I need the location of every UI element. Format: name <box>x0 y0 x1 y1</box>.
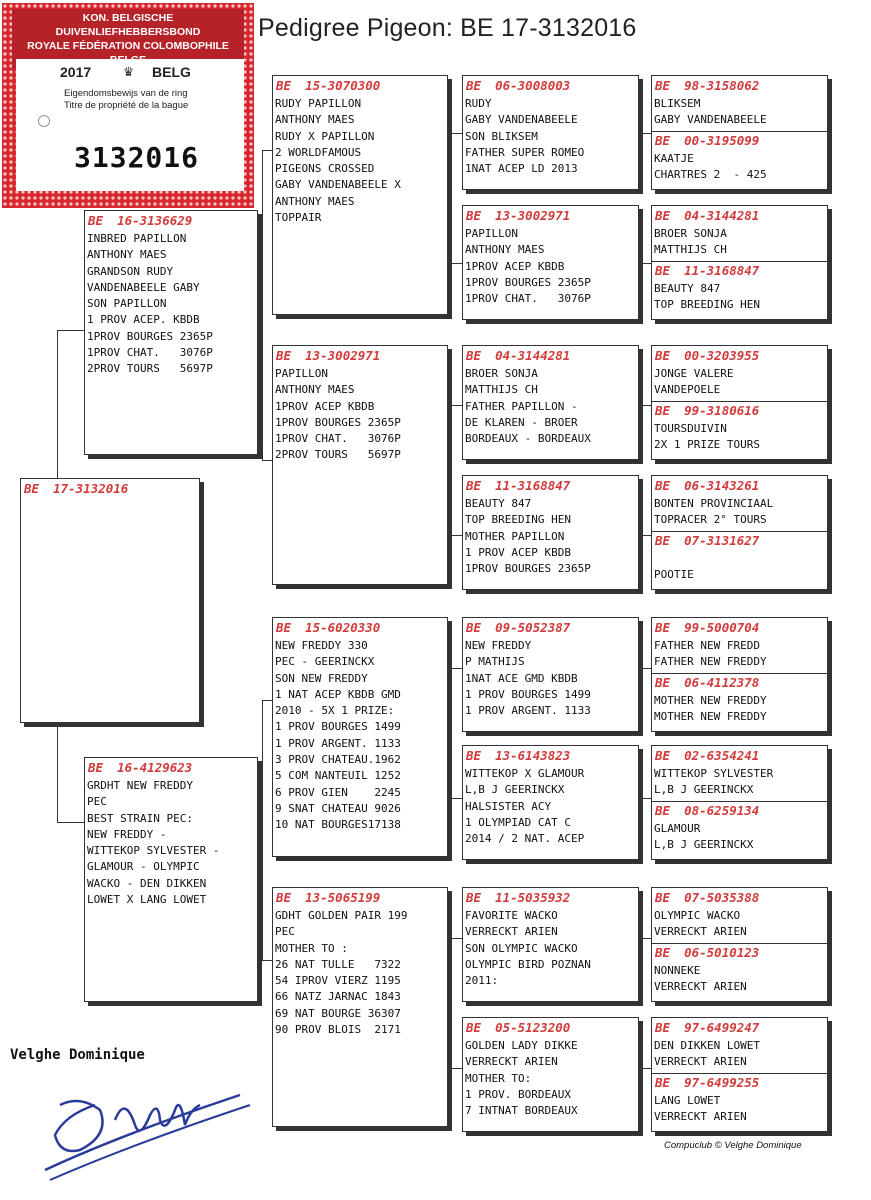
connector-line <box>450 133 462 134</box>
certificate-year: 2017 <box>60 64 92 80</box>
ring-number: BE 04-3144281 <box>655 208 760 223</box>
certificate-ring-number: 3132016 <box>74 141 200 174</box>
connector-line <box>262 150 272 151</box>
ring-certificate <box>2 3 254 208</box>
connector-line <box>641 535 651 536</box>
connector-line <box>57 723 58 823</box>
pigeon-notes: RUDY PAPILLON ANTHONY MAES RUDY X PAPILLON 2 WORLDFAMOUS PIGEONS CROSSED GABY VANDENABEELE X ANTHONY MAES TOPPAIR <box>275 97 401 225</box>
connector-line <box>641 133 651 134</box>
connector-line <box>262 150 263 460</box>
connector-line <box>450 938 451 1068</box>
sire-card <box>84 210 258 455</box>
ring-number: BE 97-6499247 <box>655 1020 760 1035</box>
ancestor-card <box>462 475 639 590</box>
ancestor-card <box>462 75 639 190</box>
pigeon-notes: BEAUTY 847 TOP BREEDING HEN <box>654 282 760 312</box>
ancestor-card <box>462 345 639 460</box>
certificate-subtitle-nl: Eigendomsbewijs van de ring <box>64 88 188 99</box>
pigeon-notes: BROER SONJA MATTHIJS CH FATHER PAPILLON - DE KLAREN - BROER BORDEAUX - BORDEAUX <box>465 367 591 446</box>
ancestor-card <box>462 205 639 320</box>
pigeon-notes: JONGE VALERE VANDEPOELE <box>654 367 734 397</box>
great-grandparents-card <box>651 617 828 732</box>
grandparent-card <box>272 887 448 1127</box>
connector-line <box>450 133 451 263</box>
ring-number: BE 16-3136629 <box>88 213 193 228</box>
connector-line <box>262 700 263 960</box>
connector-line <box>450 668 451 798</box>
pigeon-notes: NONNEKE VERRECKT ARIEN <box>654 964 747 994</box>
ring-number: BE 16-4129623 <box>88 760 193 775</box>
certificate-subtitle-fr: Titre de propriété de la bague <box>64 100 189 111</box>
ring-number: BE 08-6259134 <box>655 803 760 818</box>
ring-number: BE 06-3008003 <box>466 78 571 93</box>
ring-number: BE 07-5035388 <box>655 890 760 905</box>
ring-number: BE 17-3132016 <box>24 481 129 496</box>
grandparent-card <box>272 617 448 857</box>
connector-line <box>450 938 462 939</box>
great-grandparents-card <box>651 475 828 590</box>
pigeon-notes: GRDHT NEW FREDDY PEC BEST STRAIN PEC: NEW FREDDY - WITTEKOP SYLVESTER - GLAMOUR - OLYMPIC WACKO - DEN DIKKEN LOWET X LANG LOWET <box>87 779 220 907</box>
page-title: Pedigree Pigeon: BE 17-3132016 <box>258 14 637 42</box>
connector-line <box>262 460 272 461</box>
connector-line <box>57 330 58 480</box>
ring-number: BE 00-3203955 <box>655 348 760 363</box>
ancestor-card <box>462 617 639 732</box>
ancestor-card <box>462 745 639 860</box>
ancestor-card <box>462 1017 639 1132</box>
ring-number: BE 11-3168847 <box>466 478 571 493</box>
dam-card <box>84 757 258 1002</box>
pigeon-notes: RUDY GABY VANDENABEELE SON BLIKSEM FATHER SUPER ROMEO 1NAT ACEP LD 2013 <box>465 97 585 176</box>
pigeon-notes: PAPILLON ANTHONY MAES 1PROV ACEP KBDB 1PROV BOURGES 2365P 1PROV CHAT. 3076P <box>465 227 591 306</box>
great-grandparents-card <box>651 887 828 1002</box>
pigeon-notes: OLYMPIC WACKO VERRECKT ARIEN <box>654 909 747 939</box>
great-grandparents-card <box>651 345 828 460</box>
ring-number: BE 98-3158062 <box>655 78 760 93</box>
ring-number: BE 15-3070300 <box>276 78 381 93</box>
connector-line <box>262 700 272 701</box>
grandparent-card <box>272 345 448 585</box>
great-grandparents-card <box>651 205 828 320</box>
pigeon-notes: KAATJE CHARTRES 2 - 425 <box>654 152 767 182</box>
connector-line <box>450 1068 462 1069</box>
signature-icon <box>40 1075 260 1195</box>
pigeon-notes: NEW FREDDY P MATHIJS 1NAT ACE GMD KBDB 1 PROV BOURGES 1499 1 PROV ARGENT. 1133 <box>465 639 591 718</box>
connector-line <box>57 822 84 823</box>
ring-number: BE 11-5035932 <box>466 890 571 905</box>
ring-number: BE 99-5000704 <box>655 620 760 635</box>
connector-line <box>641 1068 651 1069</box>
connector-line <box>262 960 272 961</box>
ring-number: BE 13-5065199 <box>276 890 381 905</box>
pigeon-notes: LANG LOWET VERRECKT ARIEN <box>654 1094 747 1124</box>
ring-number: BE 04-3144281 <box>466 348 571 363</box>
ring-number: BE 09-5052387 <box>466 620 571 635</box>
ring-number: BE 11-3168847 <box>655 263 760 278</box>
pigeon-notes: GLAMOUR L,B J GEERINCKX <box>654 822 754 852</box>
owner-name: Velghe Dominique <box>10 1047 145 1063</box>
connector-line <box>641 798 651 799</box>
ring-number: BE 07-3131627 <box>655 533 760 548</box>
subject-pigeon-card <box>20 478 200 723</box>
ring-number: BE 13-3002971 <box>466 208 571 223</box>
grandparent-card <box>272 75 448 315</box>
pigeon-notes: MOTHER NEW FREDDY MOTHER NEW FREDDY <box>654 694 767 724</box>
punch-hole-icon <box>38 115 50 127</box>
connector-line <box>450 798 462 799</box>
pigeon-notes: BROER SONJA MATTHIJS CH <box>654 227 727 257</box>
great-grandparents-card <box>651 745 828 860</box>
ring-number: BE 06-4112378 <box>655 675 760 690</box>
connector-line <box>450 263 462 264</box>
pigeon-notes: PAPILLON ANTHONY MAES 1PROV ACEP KBDB 1PROV BOURGES 2365P 1PROV CHAT. 3076P 2PROV TOURS 5697P <box>275 367 401 462</box>
pigeon-notes: WITTEKOP SYLVESTER L,B J GEERINCKX <box>654 767 774 797</box>
footer-credit: Compuclub © Velghe Dominique <box>664 1140 802 1151</box>
connector-line <box>450 405 462 406</box>
pigeon-notes: GOLDEN LADY DIKKE VERRECKT ARIEN MOTHER TO: 1 PROV. BORDEAUX 7 INTNAT BORDEAUX <box>465 1039 578 1118</box>
crown-icon: ♛ <box>124 62 134 80</box>
pigeon-notes: DEN DIKKEN LOWET VERRECKT ARIEN <box>654 1039 760 1069</box>
pigeon-notes: GDHT GOLDEN PAIR 199 PEC MOTHER TO : 26 NAT TULLE 7322 54 IPROV VIERZ 1195 66 NATZ JARNAC 1843 69 NAT BOURGE 36307 90 PROV BLOIS 2171 <box>275 909 408 1037</box>
pigeon-notes: FAVORITE WACKO VERRECKT ARIEN SON OLYMPIC WACKO OLYMPIC BIRD POZNAN 2011: <box>465 909 591 988</box>
connector-line <box>641 668 651 669</box>
connector-line <box>641 405 651 406</box>
ancestor-card <box>462 887 639 1002</box>
pigeon-notes: FATHER NEW FREDD FATHER NEW FREDDY <box>654 639 767 669</box>
pigeon-notes: BEAUTY 847 TOP BREEDING HEN MOTHER PAPILLON 1 PROV ACEP KBDB 1PROV BOURGES 2365P <box>465 497 591 576</box>
pigeon-notes: TOURSDUIVIN 2X 1 PRIZE TOURS <box>654 422 760 452</box>
connector-line <box>450 405 451 535</box>
connector-line <box>641 938 651 939</box>
pigeon-notes: INBRED PAPILLON ANTHONY MAES GRANDSON RUDY VANDENABEELE GABY SON PAPILLON 1 PROV ACEP. KBDB 1PROV BOURGES 2365P 1PROV CHAT. 3076P 2PROV TOURS 5697P <box>87 232 213 376</box>
ring-number: BE 00-3195099 <box>655 133 760 148</box>
pigeon-notes: BLIKSEM GABY VANDENABEELE <box>654 97 767 127</box>
pigeon-notes: POOTIE <box>654 568 694 582</box>
ring-number: BE 05-5123200 <box>466 1020 571 1035</box>
ring-number: BE 13-3002971 <box>276 348 381 363</box>
federation-name-fr: ROYALE FÉDÉRATION COLOMBOPHILE <box>27 40 229 52</box>
ring-number: BE 02-6354241 <box>655 748 760 763</box>
certificate-country: BELG <box>152 64 191 80</box>
pigeon-notes: NEW FREDDY 330 PEC - GEERINCKX SON NEW FREDDY 1 NAT ACEP KBDB GMD 2010 - 5X 1 PRIZE: 1 PROV BOURGES 1499 1 PROV ARGENT. 1133 3 PROV CHATEAU.1962 5 COM NANTEUIL 1252 6 PROV GIEN 2245 9 SNAT CHATEAU 9026 10 NAT BOURGES17138 <box>275 639 401 832</box>
pigeon-notes: WITTEKOP X GLAMOUR L,B J GEERINCKX HALSISTER ACY 1 OLYMPIAD CAT C 2014 / 2 NAT. ACEP <box>465 767 585 846</box>
great-grandparents-card <box>651 75 828 190</box>
ring-number: BE 06-3143261 <box>655 478 760 493</box>
pigeon-notes: BONTEN PROVINCIAAL TOPRACER 2° TOURS <box>654 497 774 527</box>
ring-number: BE 06-5010123 <box>655 945 760 960</box>
federation-name-nl: KON. BELGISCHE DUIVENLIEFHEBBERSBOND <box>55 12 201 38</box>
connector-line <box>450 535 462 536</box>
ring-number: BE 15-6020330 <box>276 620 381 635</box>
connector-line <box>57 330 84 331</box>
ring-number: BE 13-6143823 <box>466 748 571 763</box>
certificate-subtitle <box>64 88 188 112</box>
ring-number: BE 99-3180616 <box>655 403 760 418</box>
connector-line <box>450 668 462 669</box>
ring-number: BE 97-6499255 <box>655 1075 760 1090</box>
great-grandparents-card <box>651 1017 828 1132</box>
connector-line <box>641 263 651 264</box>
